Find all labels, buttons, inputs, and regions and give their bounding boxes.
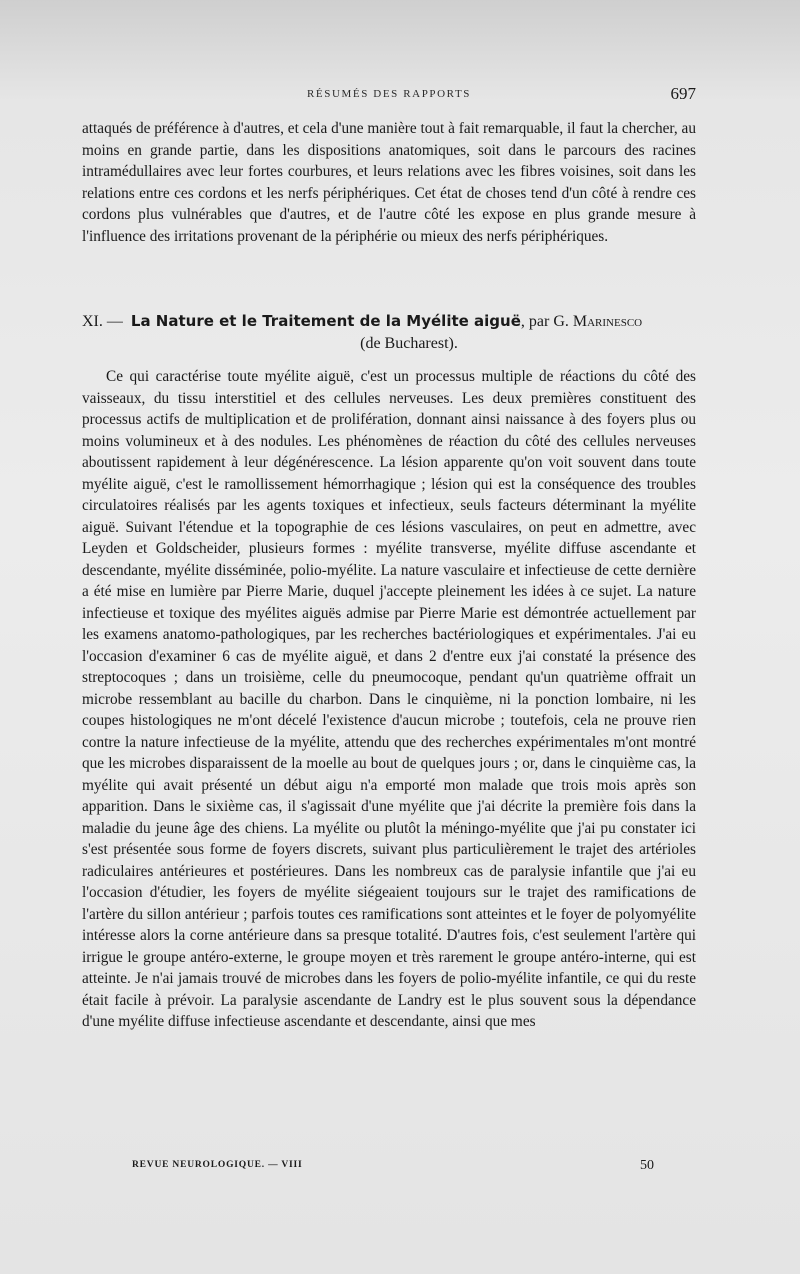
section-body: [82, 366, 696, 1033]
section-number: XI. —: [82, 313, 123, 330]
section-heading: [82, 310, 696, 355]
paragraph-2-text: Ce qui caractérise toute myélite aiguë, c'est un processus multiple de réactions du côté des vaisseaux, du tissu interstitiel et des cellules nerveuses. Les deux premières constituent des processus actifs de multiplication et de prolifération, donnant ainsi naissance à des foyers plus ou moins volumineux et à des nodules. Les phénomènes de réaction du côté des cellules nerveuses aboutissent rapidement à leur dégénérescence. La lésion apparente qu'on voit souvent dans toute myélite aiguë, c'est le ramollissement hémorrhagique ; lésion qui est la conséquence des troubles circulatoires réalisés par les agents toxiques et infectieux, seuls facteurs déterminant la myélite aiguë. Suivant l'étendue et la topographie de ces lésions vasculaires, on peut en admettre, avec Leyden et Goldscheider, plusieurs formes : myélite transverse, myélite diffuse ascendante et descendante, myélite disséminée, polio-myélite. La nature vasculaire et infectieuse de cette dernière a été mise en lumière par Pierre Marie, duquel j'accepte pleinement les idées à ce sujet. La nature infectieuse et toxique des myélites aiguës admise par Pierre Marie est démontrée actuellement par les examens anatomo-pathologiques, par les recherches bactériologiques et expérimentales. J'ai eu l'occasion d'examiner 6 cas de myélite aiguë, et dans 2 d'entre eux j'ai constaté la présence des streptocoques ; dans un troisième, celle du pneumocoque, pendant qu'un quatrième offrait un microbe ressemblant au bacille du charbon. Dans le cinquième, ni la ponction lombaire, ni les coupes histologiques ne m'ont décelé l'existence d'aucun microbe ; toutefois, cela ne prouve rien contre la nature infectieuse de la myélite, attendu que des recherches expérimentales m'ont montré que les microbes disparaissent de la moelle au bout de quelques jours ; or, dans le cinquième cas, la myélite qui avait présenté un début aigu n'a emporté mon malade que trois mois après son apparition. Dans le sixième cas, il s'agissait d'une myélite que j'ai décrite la première fois dans la maladie du jeune âge des chiens. La myélite ou plutôt la méningo-myélite que j'ai pu constater ici s'est présentée sous forme de foyers discrets, suivant plus particulièrement le trajet des artérioles radiculaires antérieures et postérieures. Dans les nombreux cas de paralysie infantile que j'ai eu l'occasion d'étudier, les foyers de myélite siégeaient toujours sur le trajet des ramifications de l'artère du sillon antérieur ; parfois toutes ces ramifications sont atteintes et le foyer de polyomyélite intéresse alors la corne antérieure dans sa presque totalité. D'autres fois, c'est seulement l'artère qui irrigue le groupe antéro-externe, le groupe moyen et très rarement le groupe antéro-interne, qui est atteinte. Je n'ai jamais trouvé de microbes dans les foyers de polio-myélite infantile, ce qui du reste était facile à prévoir. La paralysie ascendante de Landry est le plus souvent sous la dépendance d'une myélite diffuse infectieuse ascendante et descendante, ainsi que mes: [82, 368, 696, 1030]
journal-title: REVUE NEUROLOGIQUE. — VIII: [132, 1160, 303, 1170]
author-affiliation: (de Bucharest).: [360, 335, 458, 352]
section-title: La Nature et le Traitement de la Myélite aiguë: [130, 312, 521, 330]
author-prefix: , par G.: [520, 313, 569, 330]
signature-mark: 50: [640, 1158, 654, 1173]
page-number: 697: [670, 84, 696, 103]
paragraph-1-text: attaqués de préférence à d'autres, et cela d'une manière tout à fait remarquable, il faut la chercher, au moins en grande partie, dans les dispositions anatomiques, soit dans le parcours des racines intramédullaires avec leur fortes courbures, et leurs relations avec les fibres voisines, soit dans les relations entre ces cordons et les nerfs périphériques. Cet état de choses tend d'un côté à rendre ces cordons plus vulnérables que d'autres, et de l'autre côté les expose en plus grande mesure à l'influence des irritations provenant de la périphérie ou mieux des nerfs périphériques.: [82, 120, 696, 245]
section-author: Marinesco: [572, 313, 643, 330]
page-footer: [132, 1158, 654, 1178]
running-title: RÉSUMÉS DES RAPPORTS: [307, 88, 471, 100]
page-header: [82, 84, 696, 108]
paragraph-continued: [82, 118, 696, 247]
section-heading-line: [82, 310, 696, 333]
